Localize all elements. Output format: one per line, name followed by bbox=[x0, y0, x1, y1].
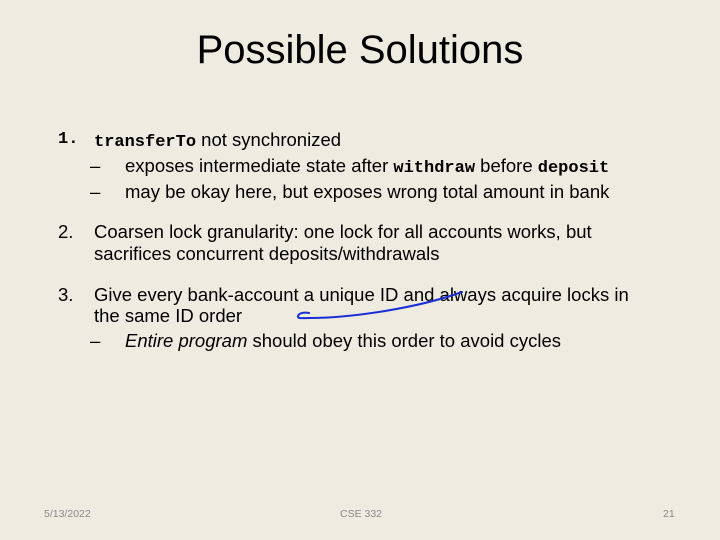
sub-1-mid: before bbox=[475, 155, 538, 176]
item-1-sub-2-text: may be okay here, but exposes wrong total amount in bank bbox=[125, 181, 610, 202]
item-3-number: 3. bbox=[58, 284, 74, 305]
sub-1-pre: exposes intermediate state after bbox=[125, 155, 394, 176]
sub-3-rest: should obey this order to avoid cycles bbox=[247, 330, 562, 351]
code-transferto: transferTo bbox=[94, 133, 197, 152]
code-deposit: deposit bbox=[537, 159, 610, 178]
code-withdraw: withdraw bbox=[393, 159, 476, 178]
item-3-line-2: the same ID order bbox=[94, 305, 243, 326]
item-2-line-2: sacrifices concurrent deposits/withdrawals bbox=[94, 243, 440, 264]
item-2-line-1: Coarsen lock granularity: one lock for all accounts works, but bbox=[94, 221, 592, 242]
footer-page-number: 21 bbox=[663, 508, 675, 520]
entire-program-emphasis: Entire program bbox=[125, 330, 248, 351]
footer-date: 5/13/2022 bbox=[44, 508, 91, 520]
item-2-number: 2. bbox=[58, 221, 74, 242]
dash: – bbox=[90, 155, 101, 176]
item-1-desc: not synchronized bbox=[196, 129, 342, 150]
dash: – bbox=[90, 181, 101, 202]
ink-stroke-arrow bbox=[298, 292, 462, 318]
footer-course: CSE 332 bbox=[340, 508, 383, 520]
slide-title: Possible Solutions bbox=[196, 28, 524, 72]
dash: – bbox=[90, 330, 101, 351]
item-1-number: 1. bbox=[58, 130, 79, 149]
item-3-line-1: Give every bank-account a unique ID and always acquire locks in bbox=[94, 284, 629, 305]
